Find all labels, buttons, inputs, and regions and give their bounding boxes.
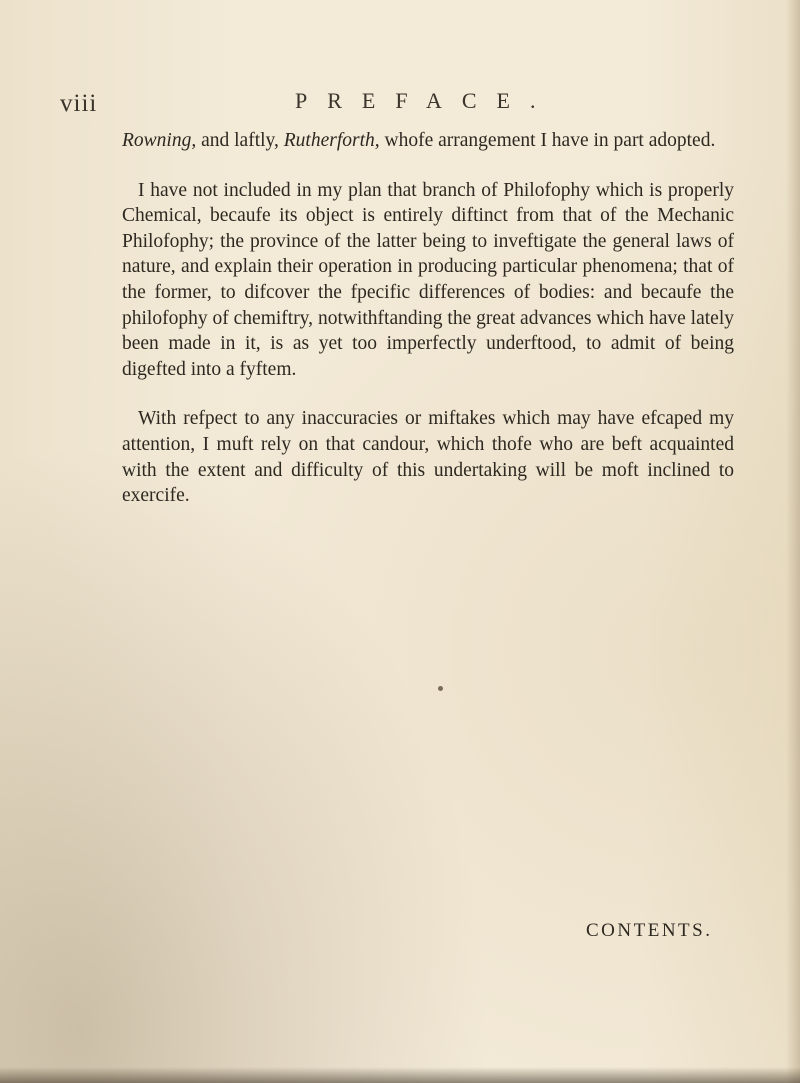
author-name-rowning: Rowning, (122, 130, 197, 151)
body-text (122, 128, 734, 509)
paper-speck (438, 686, 443, 691)
paragraph-fragment: whofe arrangement I have in part adopted. (379, 130, 716, 151)
catchword: CONTENTS. (586, 920, 713, 941)
paragraph-fragment: and laftly, (196, 130, 284, 151)
author-name-rutherforth: Rutherforth, (283, 130, 380, 151)
page-edge-shadow (786, 0, 800, 1083)
page-bottom-shadow (0, 1067, 800, 1083)
page-number: viii (60, 90, 98, 117)
paragraph-continuation (122, 128, 734, 154)
paragraph-inaccuracies: With refpect to any inaccuracies or miftakes which may have efcaped my attention, I muft rely on that candour, which thofe who are beft acquainted with the extent and difficulty of this undertaking will be moft inclined to exercife. (122, 408, 734, 507)
paragraph-chemistry: I have not included in my plan that branch of Philofophy which is properly Chemical, becaufe its object is entirely diftinct from that of the Mechanic Philofophy; the province of the latter being to inveftigate the general laws of nature, and explain their operation in producing particular phenomena; that of the former, to difcover the fpecific differences of bodies: and becaufe the philofophy of chemiftry, notwithftanding the great advances which have lately been made in it, is as yet too imperfectly underftood, to admit of being digefted into a fyftem. (122, 179, 734, 380)
running-head: PREFACE. (295, 88, 556, 113)
